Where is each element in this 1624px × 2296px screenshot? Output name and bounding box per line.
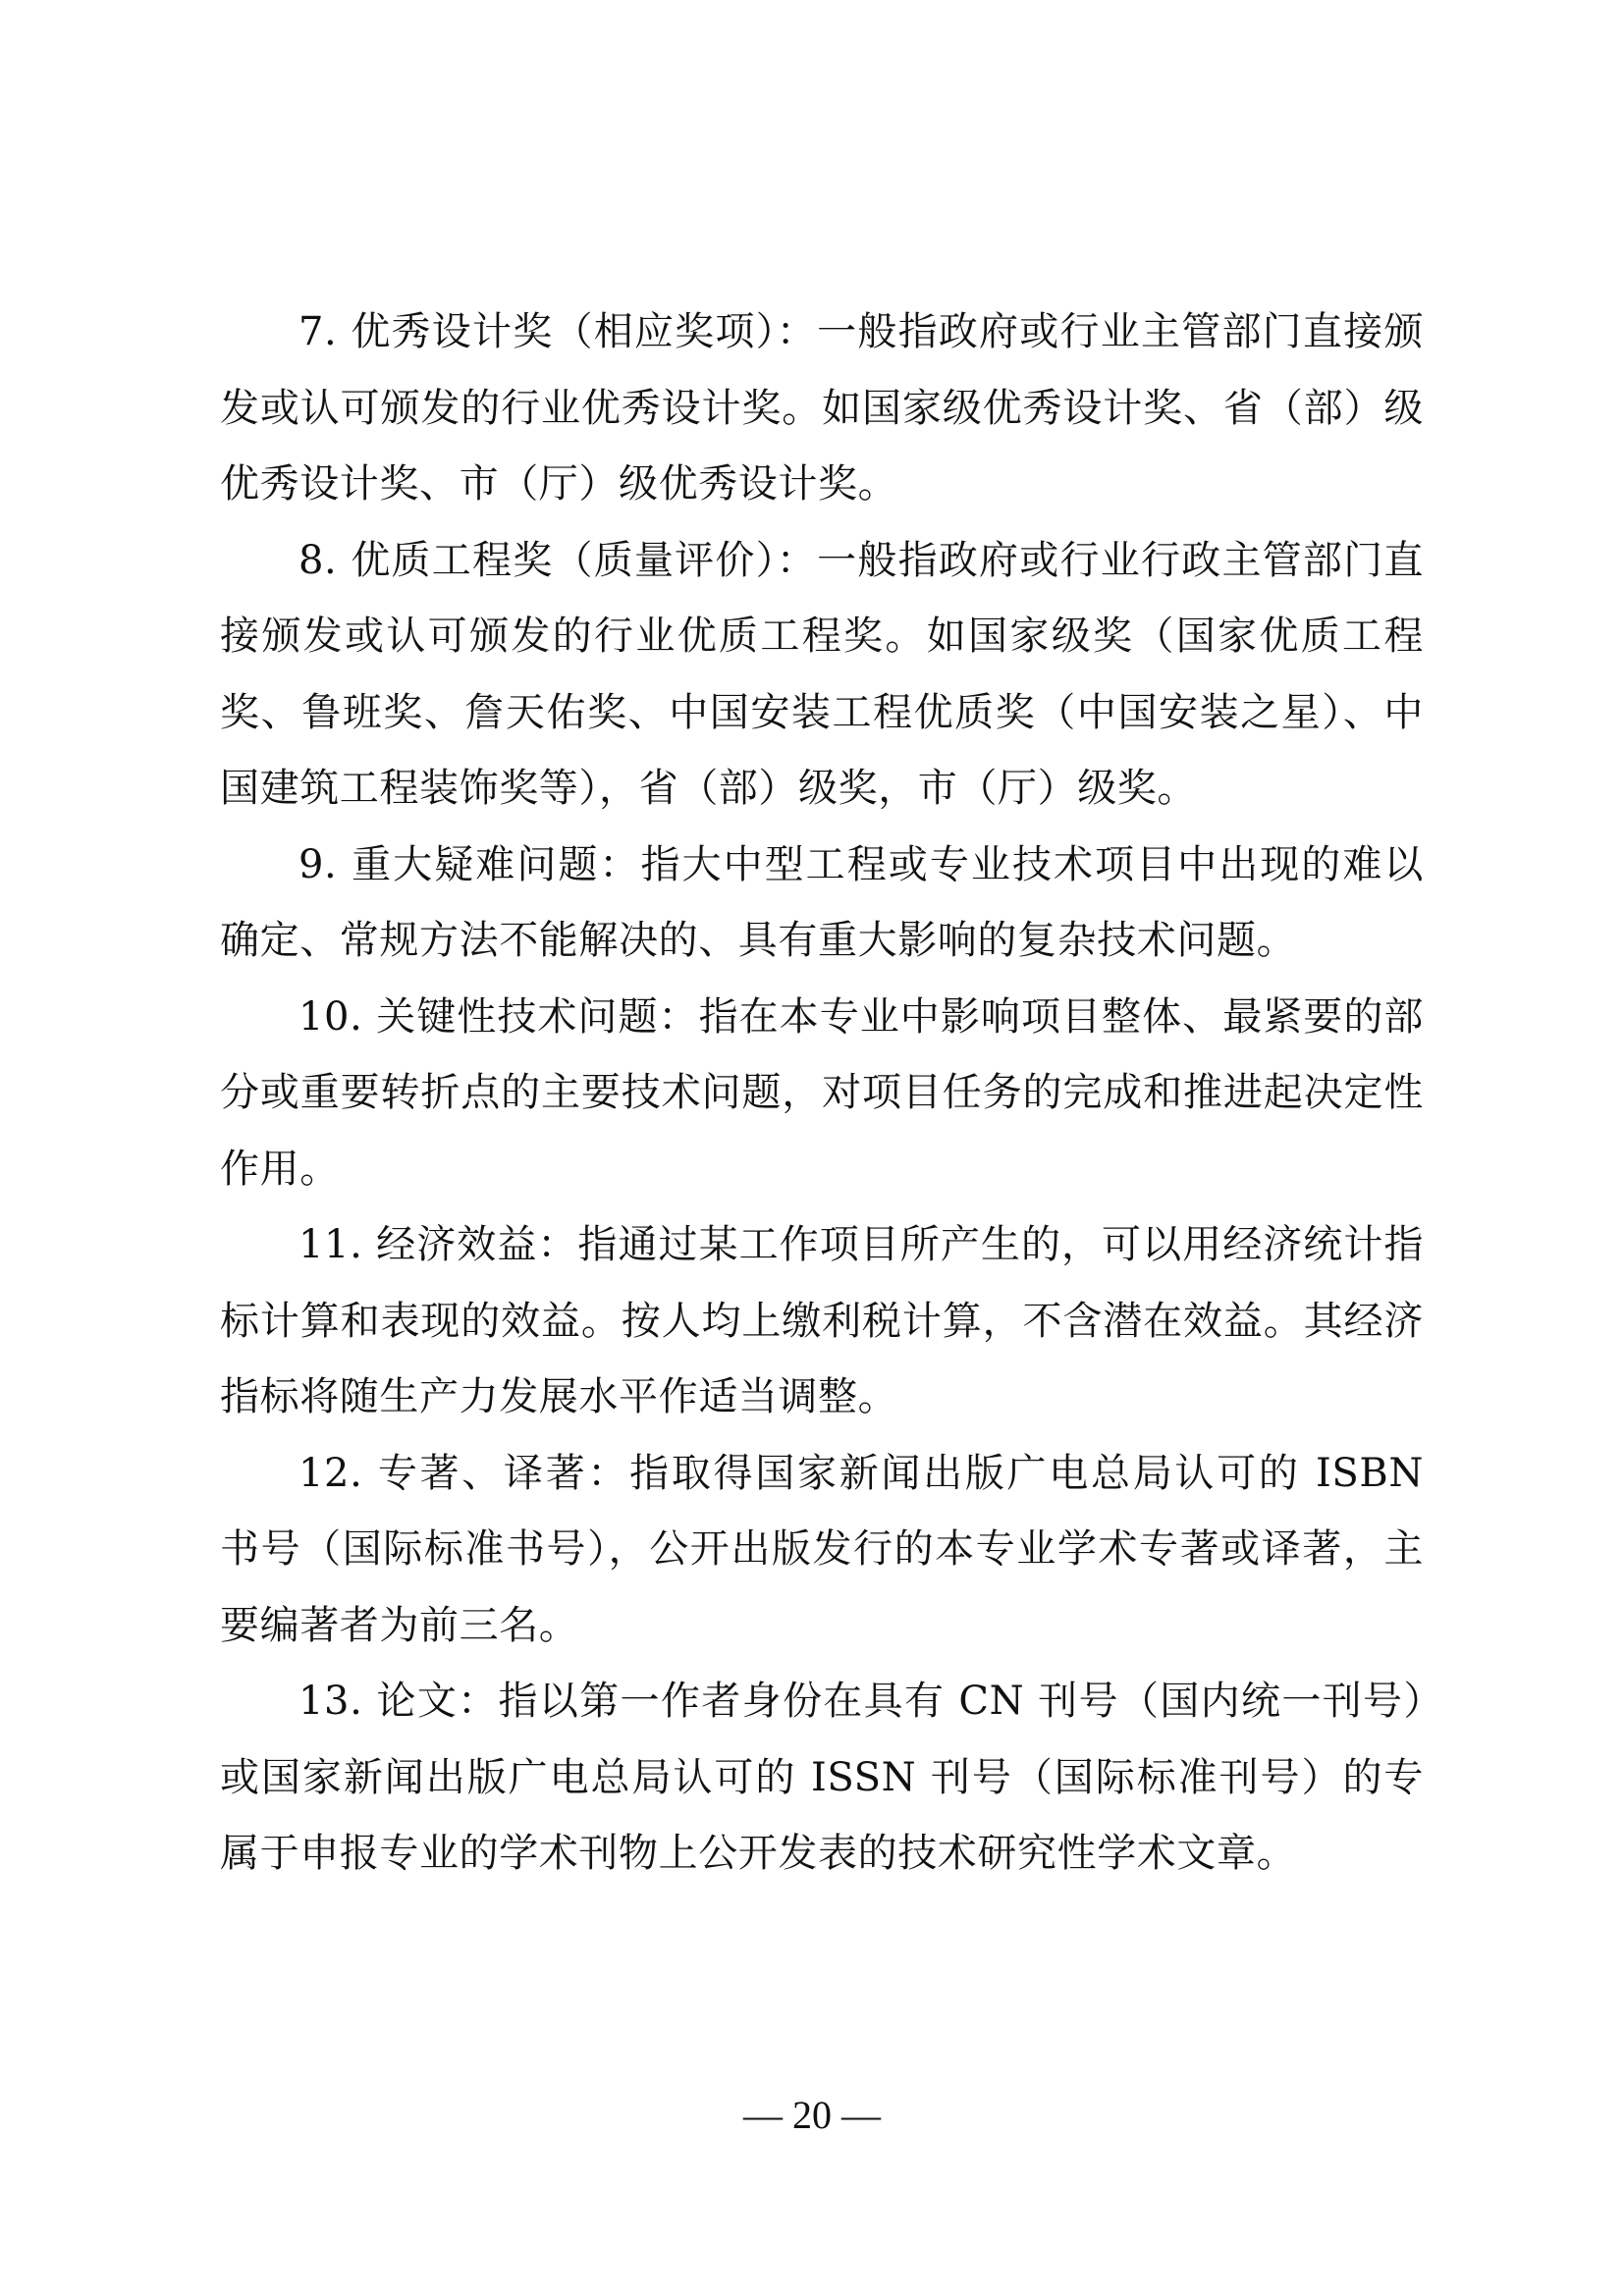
paragraph-item-12: 12. 专著、译著：指取得国家新闻出版广电总局认可的 ISBN 书号（国际标准书号），公开出版发行的本专业学术专著或译著，主要编著者为前三名。 [220, 1450, 1424, 1648]
paragraph-item-8: 8. 优质工程奖（质量评价）：一般指政府或行业行政主管部门直接颁发或认可颁发的行业优质工程奖。如国家级奖（国家优质工程奖、鲁班奖、詹天佑奖、中国安装工程优质奖（中国安装之星）、中国建筑工程装饰奖等），省（部）级奖，市（厅）级奖。 [220, 537, 1424, 811]
body-text [220, 294, 1424, 1893]
paragraph-item-9: 9. 重大疑难问题：指大中型工程或专业技术项目中出现的难以确定、常规方法不能解决的、具有重大影响的复杂技术问题。 [220, 841, 1424, 963]
paragraph-item-10: 10. 关键性技术问题：指在本专业中影响项目整体、最紧要的部分或重要转折点的主要技术问题，对项目任务的完成和推进起决定性作用。 [220, 993, 1424, 1192]
paragraph-item-11: 11. 经济效益：指通过某工作项目所产生的，可以用经济统计指标计算和表现的效益。按人均上缴利税计算，不含潜在效益。其经济指标将随生产力发展水平作适当调整。 [220, 1222, 1424, 1419]
paragraph-item-13: 13. 论文：指以第一作者身份在具有 CN 刊号（国内统一刊号）或国家新闻出版广电总局认可的 ISSN 刊号（国际标准刊号）的专属于申报专业的学术刊物上公开发表的技术研究性学术文章。 [220, 1679, 1424, 1876]
paragraph-item-7: 7. 优秀设计奖（相应奖项）：一般指政府或行业主管部门直接颁发或认可颁发的行业优秀设计奖。如国家级优秀设计奖、省（部）级优秀设计奖、市（厅）级优秀设计奖。 [220, 309, 1424, 507]
page-number: — 20 — [743, 2093, 881, 2137]
